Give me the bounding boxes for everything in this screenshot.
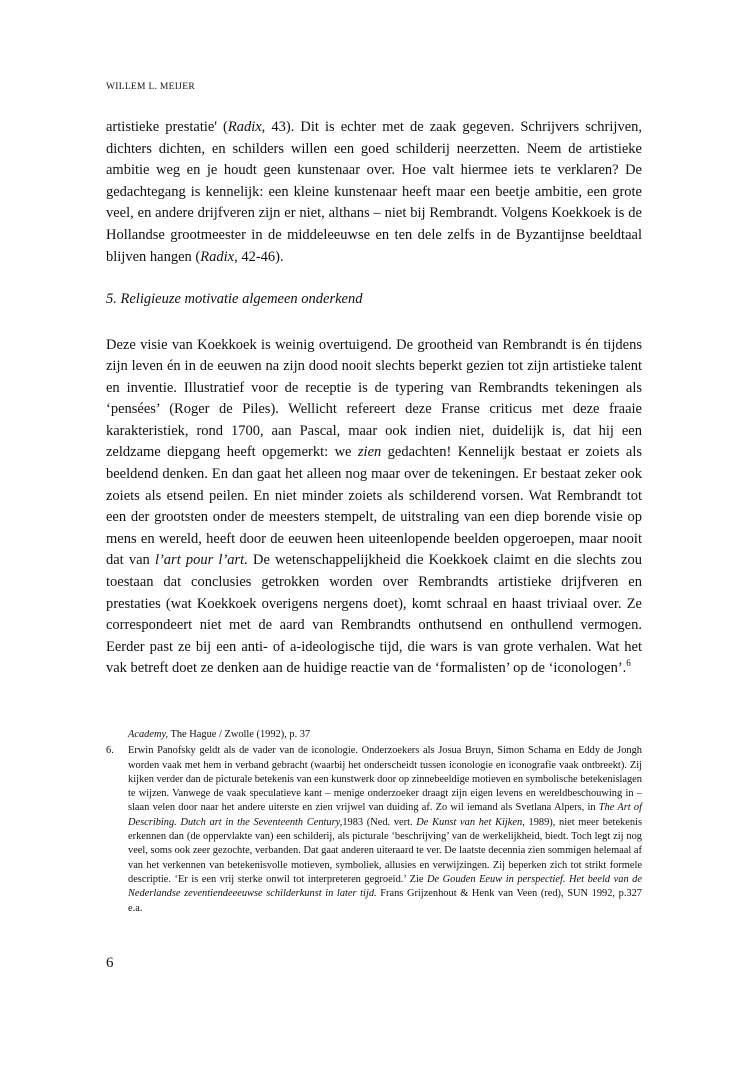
italic-title-run: Academy, [128, 729, 169, 740]
footnote-continuation [128, 728, 642, 742]
text-run: , 1989), niet meer betekenis erkennen dan (de oppervlakte van) een schilderij, als picturale ‘beschrijving’ van de werkelijkheid, biedt. Toch legt zij nog veel, soms ook zeer gezochte, verbanden. Dat gaat anderen uiteraard te ver. De laatste decennia zien sommigen helemaal af van het verkennen van betekenisvolle motieven, symboliek, allusies en verwijzingen. Zij beperken zich tot strikt formele descriptie. ‘Er is een vrij sterke onwil tot interpreteren gegroeid.’ Zie [128, 816, 642, 885]
footnotes [106, 728, 642, 916]
text-run: Frans Grijzenhout & Henk van Veen (red), SUN 1992, p.327 e.a. [128, 888, 643, 914]
body-paragraph-2 [106, 320, 642, 695]
page-number: 6 [106, 955, 114, 971]
running-head: WILLEM L. MEIJER [106, 82, 195, 92]
section-heading: 5. Religieuze motivatie algemeen onderkend [106, 291, 363, 307]
italic-title-run: Radix [227, 119, 262, 135]
italic-title-run: Radix [200, 248, 235, 265]
text-run: , 42-46). [234, 248, 284, 265]
footnote-number: 6. [106, 745, 114, 757]
text-run: 1983 (Ned. vert. [342, 816, 417, 828]
italic-emphasis-run: l’art pour l’art. [154, 552, 248, 569]
italic-title-run: De Gouden Eeuw in perspectief. Het beeld van de Nederlandse zeventiendeeeuwse schilderkunst in later tijd. [128, 873, 642, 900]
text-run: gedachten! Kennelijk bestaat er zoiets als beeldend denken. En dan gaat het alleen nog maar over de tekeningen. Er bestaat zeker ook zoiets als etsend peilen. En niet minder zoiets als schilderend vorsen. Wat Rembrandt tot een der grootsten onder de meesters stempelt, de uitstraling van een diep borende visie op mens en wereld, heeft door de eeuwen heen uiteenlopende beelden opgeroepen, maar nooit dat van [106, 444, 643, 569]
italic-emphasis-run: zien [357, 444, 382, 461]
text-run: The Hague / Zwolle (1992), p. 37 [168, 729, 311, 740]
footnote-6 [106, 744, 642, 916]
text-run: Deze visie van Koekkoek is weinig overtuigend. De grootheid van Rembrandt is én tijdens zijn leven én in de eeuwen na zijn dood nooit slechts beperkt gezien tot zijn artistieke talent en inventie. Illustratief voor de receptie is de typering van Rembrandts tekeningen als ‘pensées’ (Roger de Piles). Wellicht refereert deze Franse criticus met deze fraaie karakteristiek, rond 1700, aan Pascal, maar ook indien niet, duidelijk is, dat hij een zeldzame diepgang heeft opgemerkt: we [106, 336, 642, 461]
text-run: De wetenschappelijkheid die Koekkoek claimt en die slechts zou toestaan dat conclusies getrokken worden over Rembrandts artistieke drijfveren en prestaties (wat Koekkoek overigens nergens doet), komt schraal en haast triviaal over. Ze correspondeert niet met de aard van Rembrandts onthutsend en onthullend vermogen. Eerder past ze bij een anti- of a-ideologische tijd, die wars is van grote verhalen. Wat het vak betreft doet ze denken aan de huidige reactie van de ‘formalisten’ op de ‘iconologen’. [106, 552, 643, 677]
body-paragraph-1 [106, 117, 642, 268]
text-run: Erwin Panofsky geldt als de vader van de iconologie. Onderzoekers als Josua Bruyn, Simon Schama en Eddy de Jongh worden vaak met hem in verband gebracht (waarbij het onderscheidt tussen iconologie en iconografie vaak ontbreekt). Zij kijken verder dan de picturale betekenis van een kunstwerk door op zinnebeeldige motieven en symbolische betekenislagen te wijzen. Vanwege de vaak speculatieve kant – menige onderzoeker draagt zijn eigen levens en wereldbeschouwing in – slaan velen door naar het andere uiterste en zien vrijwel van duiding af. Zo wil iemand als Svetlana Alpers, in [128, 745, 642, 814]
italic-title-run: De Kunst van het Kijken [416, 816, 523, 828]
text-run: artistieke prestatie' ( [106, 119, 228, 135]
italic-title-run: The Art of Describing. Dutch art in the Seventeenth Century, [128, 802, 642, 828]
footnote-ref: 6 [626, 658, 631, 669]
text-run: , 43). Dit is echter met de zaak gegeven. Schrijvers schrijven, dichters dichten, en schilders willen een goed schilderij neerzetten. Neem de artistieke ambitie weg en je houdt geen kunstenaar over. Hoe valt hiermee iets te verklaren? De gedachtegang is kennelijk: een kleine kunstenaar heeft maar een beetje ambitie, een grote veel, en andere drijfveren zijn er niet, althans – niet bij Rembrandt. Volgens Koekkoek is de Hollandse grootmeester in de middeleeuwse en ten dele zelfs in de Byzantijnse beeldtaal blijven hangen ( [106, 119, 643, 265]
